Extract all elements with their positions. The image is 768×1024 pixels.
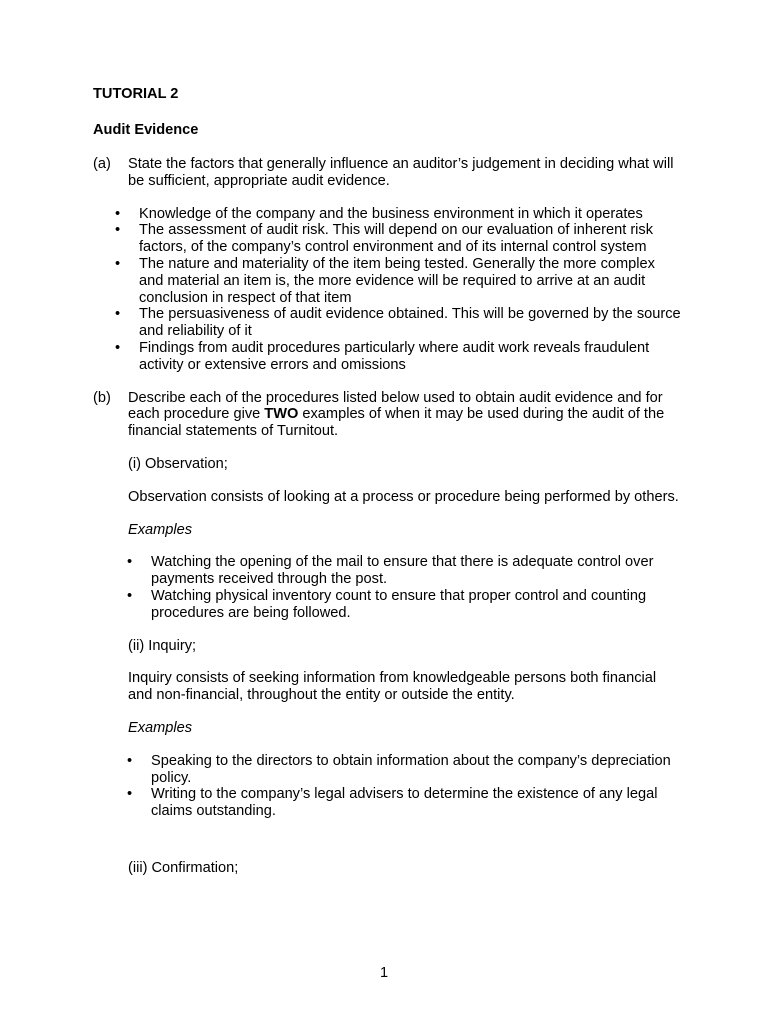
question-a-text: State the factors that generally influence an auditor’s judgement in deciding what will be sufficient, appropriate audit evidence. xyxy=(128,156,674,189)
bullet-icon: • xyxy=(127,786,133,803)
observation-description: Observation consists of looking at a process or procedure being performed by others. xyxy=(128,488,679,505)
question-b-text-part: examples of when it may be used during the audit of the financial statements of Turnitout. xyxy=(128,406,665,440)
question-b-emphasis: TWO xyxy=(264,406,299,423)
bullet-icon: • xyxy=(127,752,133,769)
question-b-text-part: Describe each of the procedures listed below used to obtain audit evidence and for each procedure give xyxy=(128,389,663,423)
list-item-text: Watching physical inventory count to ensure that proper control and counting procedures are being followed. xyxy=(151,587,647,621)
list-item-text: Findings from audit procedures particularly where audit work reveals fraudulent activity or extensive errors and omissions xyxy=(139,339,650,373)
document-page xyxy=(93,86,683,877)
list-item xyxy=(115,306,683,340)
list-item-text: The persuasiveness of audit evidence obtained. This will be governed by the source and reliability of it xyxy=(139,306,681,340)
question-b xyxy=(93,390,683,440)
bullet-icon: • xyxy=(115,255,121,272)
bullet-icon: • xyxy=(115,205,121,222)
question-a-label: (a) xyxy=(93,156,111,172)
observation-examples xyxy=(93,554,683,621)
question-a-bullets xyxy=(93,206,683,374)
list-item xyxy=(127,752,683,787)
inquiry-heading: (ii) Inquiry; xyxy=(128,637,197,654)
observation-heading: (i) Observation; xyxy=(128,455,228,472)
list-item-text: The assessment of audit risk. This will depend on our evaluation of inherent risk factors, of the company’s control environment and of its internal control system xyxy=(139,222,654,256)
list-item xyxy=(115,205,683,223)
list-item-text: The nature and materiality of the item being tested. Generally the more complex and material an item is, the more evidence will be required to arrive at an audit conclusion in respect of that item xyxy=(139,255,655,306)
page-title: TUTORIAL 2 xyxy=(93,86,179,102)
inquiry-examples-label: Examples xyxy=(128,719,193,736)
bullet-icon: • xyxy=(115,339,121,356)
list-item-text: Watching the opening of the mail to ensure that there is adequate control over payments received through the post. xyxy=(151,554,654,588)
list-item-text: Speaking to the directors to obtain information about the company’s depreciation policy. xyxy=(151,752,671,786)
inquiry-description: Inquiry consists of seeking information from knowledgeable persons both financial and non-financial, throughout the entity or outside the entity. xyxy=(128,670,657,704)
question-a xyxy=(93,156,683,190)
bullet-icon: • xyxy=(127,587,133,604)
list-item xyxy=(127,786,683,820)
list-item xyxy=(115,222,683,256)
list-item-text: Writing to the company’s legal advisers to determine the existence of any legal claims outstanding. xyxy=(151,786,658,820)
section-title: Audit Evidence xyxy=(93,122,199,138)
list-item xyxy=(127,587,683,622)
list-item-text: Knowledge of the company and the business environment in which it operates xyxy=(139,205,643,222)
page-number: 1 xyxy=(379,965,389,981)
question-b-label: (b) xyxy=(93,389,111,406)
spacer xyxy=(93,820,683,860)
confirmation-heading: (iii) Confirmation; xyxy=(128,859,239,876)
inquiry-examples xyxy=(93,753,683,820)
list-item xyxy=(127,554,683,588)
list-item xyxy=(115,339,683,374)
bullet-icon: • xyxy=(115,306,121,323)
bullet-icon: • xyxy=(127,554,133,571)
list-item xyxy=(115,255,683,306)
question-b-text xyxy=(128,390,683,440)
bullet-icon: • xyxy=(115,222,121,239)
observation-examples-label: Examples xyxy=(128,521,193,538)
